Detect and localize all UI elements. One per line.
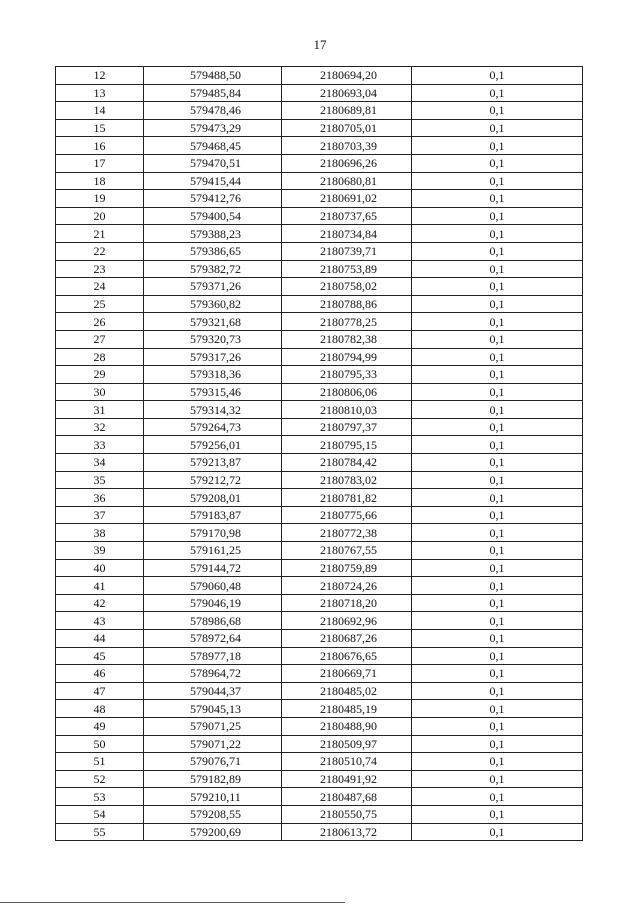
point-number-cell: 53 xyxy=(56,788,144,806)
point-number-cell: 13 xyxy=(56,84,144,102)
x-coordinate-cell: 579182,89 xyxy=(144,770,282,788)
x-coordinate-cell: 579076,71 xyxy=(144,753,282,771)
point-number-cell: 42 xyxy=(56,594,144,612)
y-coordinate-cell: 2180691,02 xyxy=(282,190,412,208)
x-coordinate-cell: 578972,64 xyxy=(144,630,282,648)
point-number-cell: 37 xyxy=(56,506,144,524)
point-number-cell: 25 xyxy=(56,295,144,313)
accuracy-cell: 0,1 xyxy=(412,594,583,612)
y-coordinate-cell: 2180485,19 xyxy=(282,700,412,718)
point-number-cell: 29 xyxy=(56,366,144,384)
accuracy-cell: 0,1 xyxy=(412,348,583,366)
accuracy-cell: 0,1 xyxy=(412,119,583,137)
x-coordinate-cell: 579470,51 xyxy=(144,154,282,172)
point-number-cell: 17 xyxy=(56,154,144,172)
y-coordinate-cell: 2180689,81 xyxy=(282,102,412,120)
accuracy-cell: 0,1 xyxy=(412,295,583,313)
y-coordinate-cell: 2180810,03 xyxy=(282,401,412,419)
table-row xyxy=(56,805,583,823)
y-coordinate-cell: 2180491,92 xyxy=(282,770,412,788)
x-coordinate-cell: 579473,29 xyxy=(144,119,282,137)
accuracy-cell: 0,1 xyxy=(412,383,583,401)
y-coordinate-cell: 2180772,38 xyxy=(282,524,412,542)
y-coordinate-cell: 2180703,39 xyxy=(282,137,412,155)
accuracy-cell: 0,1 xyxy=(412,67,583,85)
y-coordinate-cell: 2180778,25 xyxy=(282,313,412,331)
table-row xyxy=(56,735,583,753)
y-coordinate-cell: 2180806,06 xyxy=(282,383,412,401)
y-coordinate-cell: 2180613,72 xyxy=(282,823,412,841)
table-row xyxy=(56,717,583,735)
y-coordinate-cell: 2180696,26 xyxy=(282,154,412,172)
accuracy-cell: 0,1 xyxy=(412,506,583,524)
y-coordinate-cell: 2180794,99 xyxy=(282,348,412,366)
y-coordinate-cell: 2180739,71 xyxy=(282,242,412,260)
x-coordinate-cell: 579071,25 xyxy=(144,717,282,735)
accuracy-cell: 0,1 xyxy=(412,278,583,296)
point-number-cell: 36 xyxy=(56,489,144,507)
accuracy-cell: 0,1 xyxy=(412,418,583,436)
table-row xyxy=(56,242,583,260)
x-coordinate-cell: 578986,68 xyxy=(144,612,282,630)
accuracy-cell: 0,1 xyxy=(412,630,583,648)
point-number-cell: 54 xyxy=(56,805,144,823)
point-number-cell: 28 xyxy=(56,348,144,366)
y-coordinate-cell: 2180788,86 xyxy=(282,295,412,313)
table-row xyxy=(56,506,583,524)
y-coordinate-cell: 2180753,89 xyxy=(282,260,412,278)
y-coordinate-cell: 2180694,20 xyxy=(282,67,412,85)
accuracy-cell: 0,1 xyxy=(412,805,583,823)
point-number-cell: 22 xyxy=(56,242,144,260)
y-coordinate-cell: 2180759,89 xyxy=(282,559,412,577)
point-number-cell: 35 xyxy=(56,471,144,489)
accuracy-cell: 0,1 xyxy=(412,682,583,700)
y-coordinate-cell: 2180767,55 xyxy=(282,542,412,560)
table-row xyxy=(56,577,583,595)
x-coordinate-cell: 579208,01 xyxy=(144,489,282,507)
point-number-cell: 15 xyxy=(56,119,144,137)
x-coordinate-cell: 579400,54 xyxy=(144,207,282,225)
point-number-cell: 55 xyxy=(56,823,144,841)
accuracy-cell: 0,1 xyxy=(412,454,583,472)
point-number-cell: 14 xyxy=(56,102,144,120)
accuracy-cell: 0,1 xyxy=(412,471,583,489)
y-coordinate-cell: 2180724,26 xyxy=(282,577,412,595)
accuracy-cell: 0,1 xyxy=(412,313,583,331)
accuracy-cell: 0,1 xyxy=(412,700,583,718)
accuracy-cell: 0,1 xyxy=(412,489,583,507)
point-number-cell: 21 xyxy=(56,225,144,243)
x-coordinate-cell: 579386,65 xyxy=(144,242,282,260)
x-coordinate-cell: 579371,26 xyxy=(144,278,282,296)
y-coordinate-cell: 2180782,38 xyxy=(282,330,412,348)
table-row xyxy=(56,137,583,155)
accuracy-cell: 0,1 xyxy=(412,612,583,630)
x-coordinate-cell: 579314,32 xyxy=(144,401,282,419)
table-row xyxy=(56,753,583,771)
table-row xyxy=(56,682,583,700)
point-number-cell: 49 xyxy=(56,717,144,735)
table-row xyxy=(56,260,583,278)
x-coordinate-cell: 579318,36 xyxy=(144,366,282,384)
accuracy-cell: 0,1 xyxy=(412,207,583,225)
table-row xyxy=(56,383,583,401)
y-coordinate-cell: 2180705,01 xyxy=(282,119,412,137)
point-number-cell: 31 xyxy=(56,401,144,419)
table-row xyxy=(56,559,583,577)
y-coordinate-cell: 2180687,26 xyxy=(282,630,412,648)
accuracy-cell: 0,1 xyxy=(412,665,583,683)
table-row xyxy=(56,612,583,630)
table-row xyxy=(56,67,583,85)
x-coordinate-cell: 579044,37 xyxy=(144,682,282,700)
y-coordinate-cell: 2180795,33 xyxy=(282,366,412,384)
point-number-cell: 12 xyxy=(56,67,144,85)
x-coordinate-cell: 579388,23 xyxy=(144,225,282,243)
point-number-cell: 32 xyxy=(56,418,144,436)
accuracy-cell: 0,1 xyxy=(412,330,583,348)
point-number-cell: 18 xyxy=(56,172,144,190)
point-number-cell: 33 xyxy=(56,436,144,454)
x-coordinate-cell: 579315,46 xyxy=(144,383,282,401)
table-row xyxy=(56,647,583,665)
y-coordinate-cell: 2180784,42 xyxy=(282,454,412,472)
table-row xyxy=(56,313,583,331)
accuracy-cell: 0,1 xyxy=(412,242,583,260)
x-coordinate-cell: 578964,72 xyxy=(144,665,282,683)
x-coordinate-cell: 579144,72 xyxy=(144,559,282,577)
y-coordinate-cell: 2180485,02 xyxy=(282,682,412,700)
y-coordinate-cell: 2180669,71 xyxy=(282,665,412,683)
table-row xyxy=(56,418,583,436)
y-coordinate-cell: 2180550,75 xyxy=(282,805,412,823)
table-row xyxy=(56,330,583,348)
x-coordinate-cell: 579488,50 xyxy=(144,67,282,85)
table-row xyxy=(56,471,583,489)
table-row xyxy=(56,119,583,137)
point-number-cell: 24 xyxy=(56,278,144,296)
point-number-cell: 48 xyxy=(56,700,144,718)
x-coordinate-cell: 579200,69 xyxy=(144,823,282,841)
x-coordinate-cell: 579170,98 xyxy=(144,524,282,542)
x-coordinate-cell: 579317,26 xyxy=(144,348,282,366)
y-coordinate-cell: 2180509,97 xyxy=(282,735,412,753)
y-coordinate-cell: 2180488,90 xyxy=(282,717,412,735)
accuracy-cell: 0,1 xyxy=(412,366,583,384)
x-coordinate-cell: 579045,13 xyxy=(144,700,282,718)
y-coordinate-cell: 2180487,68 xyxy=(282,788,412,806)
table-row xyxy=(56,823,583,841)
x-coordinate-cell: 579212,72 xyxy=(144,471,282,489)
point-number-cell: 47 xyxy=(56,682,144,700)
accuracy-cell: 0,1 xyxy=(412,401,583,419)
point-number-cell: 51 xyxy=(56,753,144,771)
accuracy-cell: 0,1 xyxy=(412,717,583,735)
table-row xyxy=(56,665,583,683)
table-row xyxy=(56,524,583,542)
x-coordinate-cell: 579321,68 xyxy=(144,313,282,331)
y-coordinate-cell: 2180783,02 xyxy=(282,471,412,489)
table-row xyxy=(56,348,583,366)
accuracy-cell: 0,1 xyxy=(412,102,583,120)
point-number-cell: 23 xyxy=(56,260,144,278)
table-row xyxy=(56,207,583,225)
y-coordinate-cell: 2180758,02 xyxy=(282,278,412,296)
table-row xyxy=(56,770,583,788)
point-number-cell: 34 xyxy=(56,454,144,472)
accuracy-cell: 0,1 xyxy=(412,753,583,771)
table-row xyxy=(56,190,583,208)
x-coordinate-cell: 579382,72 xyxy=(144,260,282,278)
accuracy-cell: 0,1 xyxy=(412,735,583,753)
x-coordinate-cell: 579046,19 xyxy=(144,594,282,612)
x-coordinate-cell: 579060,48 xyxy=(144,577,282,595)
point-number-cell: 41 xyxy=(56,577,144,595)
x-coordinate-cell: 579161,25 xyxy=(144,542,282,560)
table-row xyxy=(56,295,583,313)
y-coordinate-cell: 2180737,65 xyxy=(282,207,412,225)
y-coordinate-cell: 2180734,84 xyxy=(282,225,412,243)
accuracy-cell: 0,1 xyxy=(412,559,583,577)
accuracy-cell: 0,1 xyxy=(412,524,583,542)
table-row xyxy=(56,366,583,384)
table-row xyxy=(56,630,583,648)
x-coordinate-cell: 579208,55 xyxy=(144,805,282,823)
y-coordinate-cell: 2180680,81 xyxy=(282,172,412,190)
x-coordinate-cell: 579264,73 xyxy=(144,418,282,436)
y-coordinate-cell: 2180775,66 xyxy=(282,506,412,524)
y-coordinate-cell: 2180693,04 xyxy=(282,84,412,102)
coordinates-table-body xyxy=(56,67,583,841)
point-number-cell: 38 xyxy=(56,524,144,542)
point-number-cell: 20 xyxy=(56,207,144,225)
x-coordinate-cell: 579183,87 xyxy=(144,506,282,524)
table-row xyxy=(56,154,583,172)
table-row xyxy=(56,700,583,718)
table-row xyxy=(56,436,583,454)
point-number-cell: 52 xyxy=(56,770,144,788)
accuracy-cell: 0,1 xyxy=(412,542,583,560)
accuracy-cell: 0,1 xyxy=(412,225,583,243)
x-coordinate-cell: 579320,73 xyxy=(144,330,282,348)
accuracy-cell: 0,1 xyxy=(412,788,583,806)
point-number-cell: 19 xyxy=(56,190,144,208)
x-coordinate-cell: 579468,45 xyxy=(144,137,282,155)
accuracy-cell: 0,1 xyxy=(412,823,583,841)
table-row xyxy=(56,102,583,120)
x-coordinate-cell: 579412,76 xyxy=(144,190,282,208)
point-number-cell: 50 xyxy=(56,735,144,753)
table-row xyxy=(56,84,583,102)
accuracy-cell: 0,1 xyxy=(412,647,583,665)
point-number-cell: 27 xyxy=(56,330,144,348)
y-coordinate-cell: 2180781,82 xyxy=(282,489,412,507)
point-number-cell: 30 xyxy=(56,383,144,401)
point-number-cell: 46 xyxy=(56,665,144,683)
accuracy-cell: 0,1 xyxy=(412,577,583,595)
table-row xyxy=(56,454,583,472)
accuracy-cell: 0,1 xyxy=(412,172,583,190)
y-coordinate-cell: 2180510,74 xyxy=(282,753,412,771)
point-number-cell: 26 xyxy=(56,313,144,331)
accuracy-cell: 0,1 xyxy=(412,436,583,454)
y-coordinate-cell: 2180676,65 xyxy=(282,647,412,665)
point-number-cell: 16 xyxy=(56,137,144,155)
table-row xyxy=(56,594,583,612)
y-coordinate-cell: 2180795,15 xyxy=(282,436,412,454)
accuracy-cell: 0,1 xyxy=(412,260,583,278)
y-coordinate-cell: 2180797,37 xyxy=(282,418,412,436)
x-coordinate-cell: 578977,18 xyxy=(144,647,282,665)
bottom-rule xyxy=(0,902,345,903)
x-coordinate-cell: 579213,87 xyxy=(144,454,282,472)
table-row xyxy=(56,401,583,419)
y-coordinate-cell: 2180718,20 xyxy=(282,594,412,612)
point-number-cell: 40 xyxy=(56,559,144,577)
accuracy-cell: 0,1 xyxy=(412,137,583,155)
x-coordinate-cell: 579071,22 xyxy=(144,735,282,753)
accuracy-cell: 0,1 xyxy=(412,770,583,788)
page-number: 17 xyxy=(313,37,327,52)
point-number-cell: 43 xyxy=(56,612,144,630)
x-coordinate-cell: 579256,01 xyxy=(144,436,282,454)
y-coordinate-cell: 2180692,96 xyxy=(282,612,412,630)
accuracy-cell: 0,1 xyxy=(412,190,583,208)
table-row xyxy=(56,788,583,806)
table-row xyxy=(56,278,583,296)
point-number-cell: 44 xyxy=(56,630,144,648)
table-row xyxy=(56,172,583,190)
accuracy-cell: 0,1 xyxy=(412,84,583,102)
table-row xyxy=(56,542,583,560)
x-coordinate-cell: 579478,46 xyxy=(144,102,282,120)
point-number-cell: 39 xyxy=(56,542,144,560)
accuracy-cell: 0,1 xyxy=(412,154,583,172)
table-row xyxy=(56,489,583,507)
coordinates-table xyxy=(55,66,583,841)
x-coordinate-cell: 579415,44 xyxy=(144,172,282,190)
point-number-cell: 45 xyxy=(56,647,144,665)
x-coordinate-cell: 579210,11 xyxy=(144,788,282,806)
table-row xyxy=(56,225,583,243)
x-coordinate-cell: 579485,84 xyxy=(144,84,282,102)
x-coordinate-cell: 579360,82 xyxy=(144,295,282,313)
